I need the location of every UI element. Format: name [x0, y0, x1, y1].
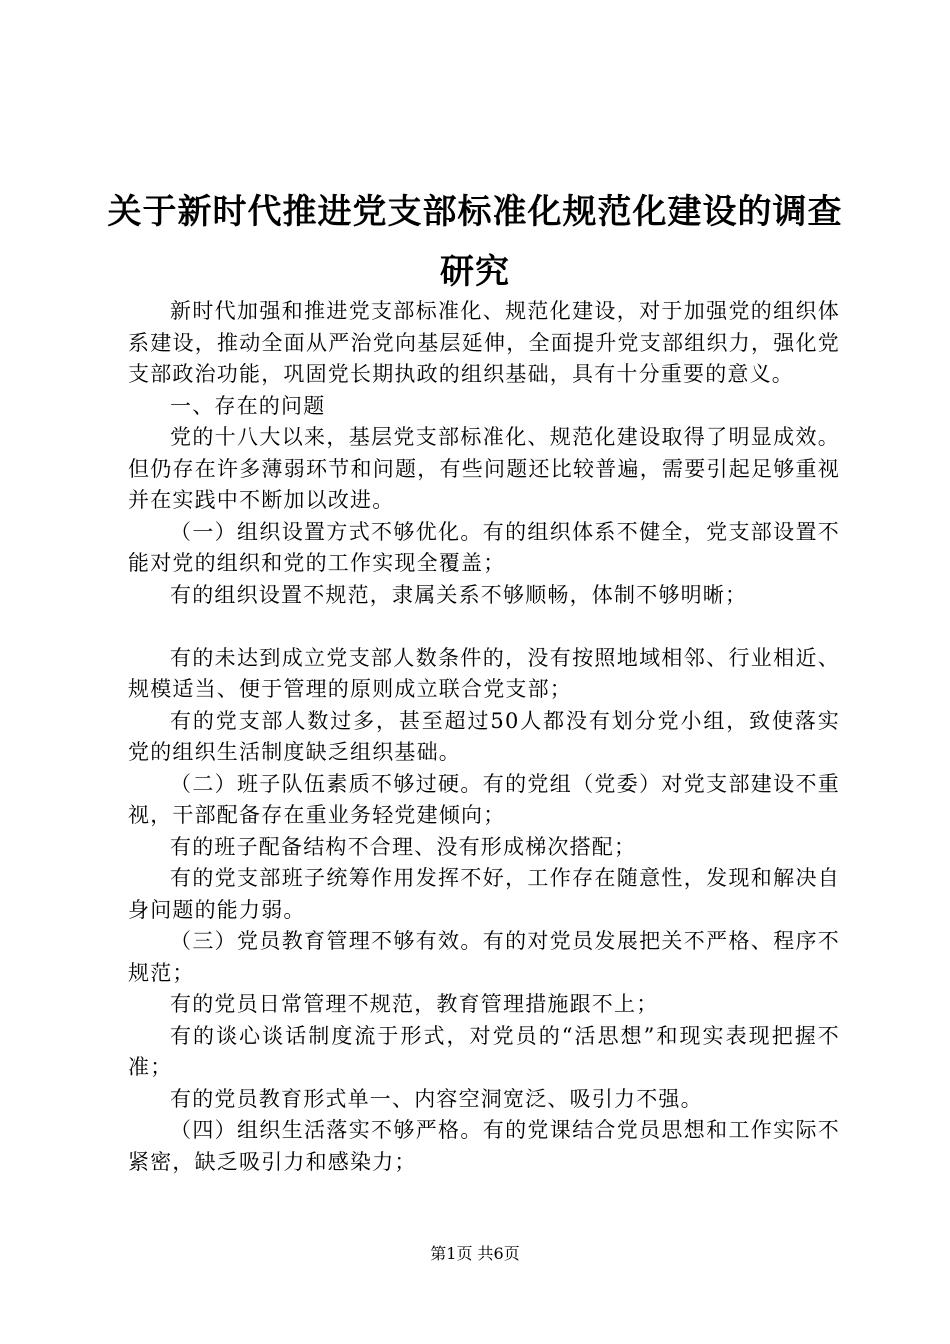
subsection-heading-2: （二）班子队伍素质不够过硬。有的党组（党委）对党支部建设不重视，干部配备存在重业务轻党建倾向； — [128, 771, 840, 827]
subsection-heading-4: （四）组织生活落实不够严格。有的党课结合党员思想和工作实际不紧密，缺乏吸引力和感染力； — [128, 1118, 840, 1174]
page-footer: 第1页 共6页 — [430, 1244, 520, 1263]
paragraph: 有的未达到成立党支部人数条件的，没有按照地域相邻、行业相近、规模适当、便于管理的原则成立联合党支部； — [128, 645, 840, 701]
paragraph: 有的党支部班子统筹作用发挥不好，工作存在随意性，发现和解决自身问题的能力弱。 — [128, 866, 840, 922]
paragraph: 有的党支部人数过多，甚至超过50人都没有划分党小组，致使落实党的组织生活制度缺乏组织基础。 — [128, 708, 840, 764]
paragraph: 有的班子配备结构不合理、没有形成梯次搭配； — [170, 834, 637, 859]
paragraph: 有的谈心谈话制度流于形式，对党员的“活思想”和现实表现把握不准； — [128, 1023, 840, 1079]
document-body — [128, 296, 840, 1178]
paragraph: 有的组织设置不规范，隶属关系不够顺畅，体制不够明晰； — [170, 582, 748, 607]
document-title: 关于新时代推进党支部标准化规范化建设的调查研究 — [107, 192, 843, 292]
paragraph: 有的党员教育形式单一、内容空洞宽泛、吸引力不强。 — [170, 1086, 703, 1111]
section-heading-problems: 一、存在的问题 — [170, 393, 326, 418]
subsection-heading-3: （三）党员教育管理不够有效。有的对党员发展把关不严格、程序不规范； — [128, 929, 840, 985]
subsection-heading-1: （一）组织设置方式不够优化。有的组织体系不健全，党支部设置不能对党的组织和党的工作实现全覆盖； — [128, 519, 840, 575]
paragraph-intro: 新时代加强和推进党支部标准化、规范化建设，对于加强党的组织体系建设，推动全面从严治党向基层延伸，全面提升党支部组织力，强化党支部政治功能，巩固党长期执政的组织基础，具有十分重要的意义。 — [128, 299, 840, 386]
paragraph: 党的十八大以来，基层党支部标准化、规范化建设取得了明显成效。但仍存在许多薄弱环节和问题，有些问题还比较普遍，需要引起足够重视并在实践中不断加以改进。 — [128, 425, 840, 512]
paragraph: 有的党员日常管理不规范，教育管理措施跟不上； — [170, 992, 659, 1016]
